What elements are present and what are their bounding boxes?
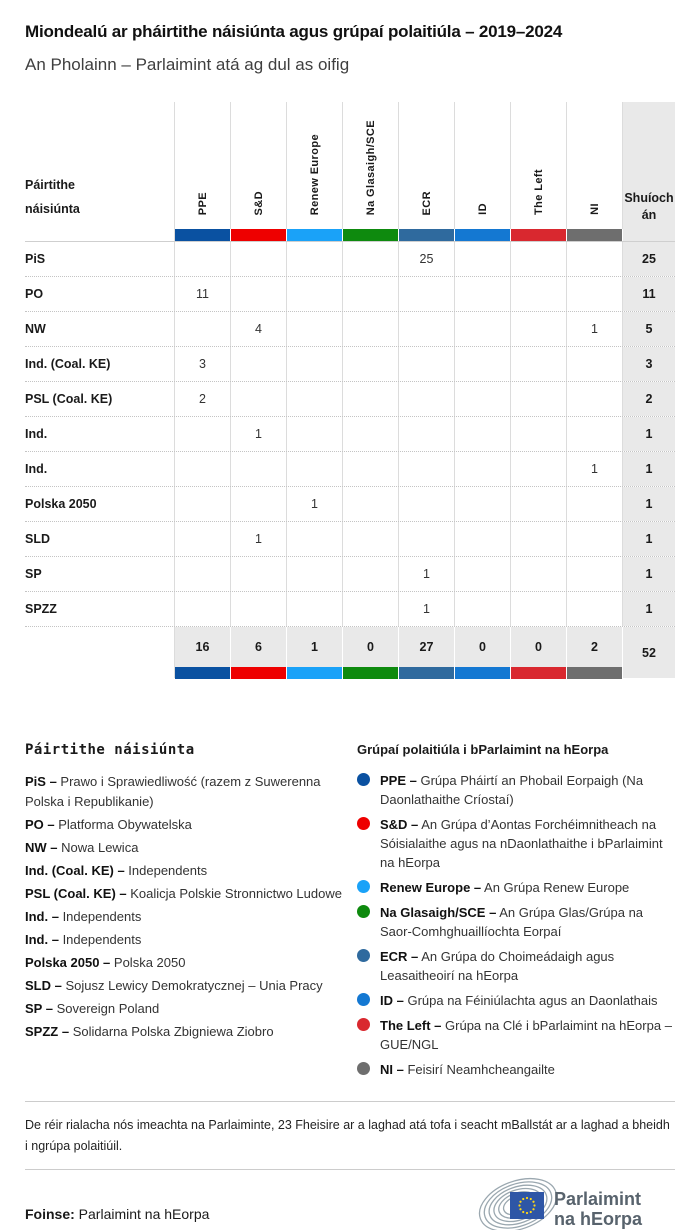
- seat-value-cell: [567, 347, 623, 381]
- group-abbr: The Left –: [380, 1018, 442, 1033]
- group-color-dot-icon: [357, 949, 370, 962]
- party-abbr: SLD –: [25, 978, 62, 993]
- seats-table: [25, 102, 675, 678]
- party-abbr: NW –: [25, 840, 58, 855]
- table-row: [25, 311, 675, 346]
- seat-value-cell: [231, 487, 287, 521]
- party-seats-total: 1: [623, 592, 675, 626]
- divider-bottom: [25, 1169, 675, 1170]
- political-group-legend-item: [357, 947, 675, 985]
- group-total-cell: 6: [231, 627, 287, 667]
- party-name: PO: [25, 277, 175, 311]
- party-abbr: SPZZ –: [25, 1024, 70, 1039]
- group-color-bar: [343, 667, 399, 679]
- seat-value-cell: [455, 522, 511, 556]
- column-header: [455, 102, 511, 229]
- seat-value-cell: [455, 487, 511, 521]
- group-total-cell: 0: [343, 627, 399, 667]
- seat-value-cell: [343, 312, 399, 346]
- political-group-legend-item: [357, 815, 675, 872]
- page-title: Miondealú ar pháirtithe náisiúnta agus grúpaí polaitiúla – 2019–2024: [25, 22, 563, 41]
- group-total-cell: 16: [175, 627, 231, 667]
- seat-value-cell: 3: [175, 347, 231, 381]
- political-group-legend-item: [357, 1016, 675, 1054]
- national-party-legend-item: PSL (Coal. KE) – Koalicja Polskie Stronnictwo Ludowe: [25, 886, 342, 901]
- party-abbr: PO –: [25, 817, 55, 832]
- seat-value-cell: [399, 382, 455, 416]
- party-name: SPZZ: [25, 592, 175, 626]
- seat-value-cell: 2: [175, 382, 231, 416]
- column-header: [399, 102, 455, 229]
- column-header-label: ID: [476, 203, 489, 215]
- divider-top: [25, 1101, 675, 1102]
- seat-value-cell: [567, 592, 623, 626]
- group-color-bar: [455, 229, 511, 241]
- political-group-legend-item: [357, 903, 675, 941]
- group-color-bar: [231, 667, 287, 679]
- political-group-legend-item: [357, 878, 675, 897]
- seat-value-cell: [511, 277, 567, 311]
- seat-value-cell: [399, 487, 455, 521]
- spacer-cell: [25, 627, 175, 678]
- group-abbr: ECR –: [380, 949, 419, 964]
- national-party-legend-item: Ind. – Independents: [25, 909, 142, 924]
- seat-value-cell: [455, 592, 511, 626]
- party-seats-total: 1: [623, 417, 675, 451]
- table-row: [25, 241, 675, 276]
- seat-value-cell: [511, 487, 567, 521]
- seat-value-cell: [399, 277, 455, 311]
- seat-value-cell: [175, 452, 231, 486]
- seat-value-cell: [231, 277, 287, 311]
- seat-value-cell: [399, 522, 455, 556]
- totals-values: [175, 627, 623, 667]
- party-abbr: Polska 2050 –: [25, 955, 111, 970]
- seat-value-cell: [455, 242, 511, 276]
- group-total-cell: 2: [567, 627, 623, 667]
- seat-value-cell: [175, 417, 231, 451]
- seat-value-cell: [511, 312, 567, 346]
- party-name: NW: [25, 312, 175, 346]
- group-color-bar-row: [25, 229, 675, 241]
- group-color-bar: [287, 229, 343, 241]
- seat-value-cell: 1: [287, 487, 343, 521]
- group-description: The Left – Grúpa na Clé i bParlaimint na hEorpa – GUE/NGL: [380, 1018, 672, 1052]
- party-seats-total: 25: [623, 242, 675, 276]
- party-seats-total: 1: [623, 557, 675, 591]
- group-color-bar: [175, 229, 231, 241]
- column-header-label: The Left: [532, 169, 545, 215]
- seat-value-cell: [399, 417, 455, 451]
- seat-value-cell: [511, 557, 567, 591]
- national-party-legend-item: NW – Nowa Lewica: [25, 840, 139, 855]
- seats-header: Shuíochán: [623, 102, 675, 229]
- political-groups-items: [357, 771, 675, 1079]
- column-header: [175, 102, 231, 229]
- party-seats-total: 11: [623, 277, 675, 311]
- column-header: [343, 102, 399, 229]
- seat-value-cell: [567, 487, 623, 521]
- group-abbr: Renew Europe –: [380, 880, 482, 895]
- source-line: [25, 1206, 209, 1230]
- table-row: [25, 416, 675, 451]
- seat-value-cell: [511, 417, 567, 451]
- group-abbr: Na Glasaigh/SCE –: [380, 905, 497, 920]
- group-color-bar: [343, 229, 399, 241]
- seat-value-cell: [287, 242, 343, 276]
- seat-value-cell: [287, 417, 343, 451]
- party-abbr: SP –: [25, 1001, 53, 1016]
- table-row: [25, 556, 675, 591]
- seat-value-cell: [287, 382, 343, 416]
- group-color-bar: [455, 667, 511, 679]
- party-name: SP: [25, 557, 175, 591]
- column-header-label: S&D: [252, 190, 265, 215]
- seat-value-cell: [343, 487, 399, 521]
- seat-value-cell: [455, 417, 511, 451]
- column-header-label: Na Glasaigh/SCE: [364, 119, 377, 215]
- table-row: [25, 381, 675, 416]
- political-groups-heading: Grúpaí polaitiúla i bParlaimint na hEorpa: [357, 742, 609, 757]
- national-party-legend-item: SP – Sovereign Poland: [25, 1001, 160, 1016]
- seat-value-cell: [455, 312, 511, 346]
- seat-value-cell: [287, 522, 343, 556]
- seat-value-cell: [175, 522, 231, 556]
- table-row: [25, 521, 675, 556]
- seat-value-cell: [231, 347, 287, 381]
- seat-value-cell: [343, 592, 399, 626]
- group-total-cell: 27: [399, 627, 455, 667]
- seat-value-cell: [511, 522, 567, 556]
- group-color-dot-icon: [357, 1018, 370, 1031]
- seat-value-cell: [175, 487, 231, 521]
- group-description: Renew Europe – An Grúpa Renew Europe: [380, 880, 630, 895]
- seat-value-cell: [287, 312, 343, 346]
- column-header-label: ECR: [420, 190, 433, 215]
- seat-value-cell: [511, 592, 567, 626]
- party-name: Ind. (Coal. KE): [25, 347, 175, 381]
- party-seats-total: 1: [623, 452, 675, 486]
- seat-value-cell: [399, 347, 455, 381]
- group-total-cell: 1: [287, 627, 343, 667]
- column-header: [567, 102, 623, 229]
- political-groups-legend: [357, 742, 675, 1085]
- seat-value-cell: 1: [399, 557, 455, 591]
- totals-middle: [175, 627, 623, 678]
- seat-value-cell: 1: [567, 312, 623, 346]
- seat-value-cell: [231, 452, 287, 486]
- seat-value-cell: 25: [399, 242, 455, 276]
- seat-value-cell: [343, 347, 399, 381]
- eu-flag-icon: [510, 1192, 544, 1219]
- group-description: S&D – An Grúpa d’Aontas Forchéimnitheach na Sóisialaithe agus na nDaonlathaithe i bParlaimint na hEorpa: [380, 817, 663, 870]
- column-header-label: Renew Europe: [308, 133, 321, 215]
- grand-total-cell: 52: [623, 627, 675, 678]
- group-abbr: NI –: [380, 1062, 404, 1077]
- seat-value-cell: [287, 557, 343, 591]
- seat-value-cell: [287, 452, 343, 486]
- seat-value-cell: [231, 592, 287, 626]
- logo-text-line1: Parlaimint: [554, 1189, 642, 1209]
- page-subtitle: An Pholainn – Parlaimint atá ag dul as oifig: [25, 55, 350, 74]
- group-color-dot-icon: [357, 1062, 370, 1075]
- group-color-bar: [399, 667, 455, 679]
- group-color-bar: [511, 667, 567, 679]
- seat-value-cell: [511, 347, 567, 381]
- political-group-legend-item: [357, 991, 675, 1010]
- party-seats-total: 1: [623, 522, 675, 556]
- group-abbr: PPE –: [380, 773, 417, 788]
- group-description: PPE – Grúpa Pháirtí an Phobail Eorpaigh (Na Daonlathaithe Críostaí): [380, 773, 644, 807]
- seat-value-cell: [343, 417, 399, 451]
- table-row: [25, 346, 675, 381]
- source-text: Parlaimint na hEorpa: [78, 1206, 210, 1222]
- seat-value-cell: [567, 417, 623, 451]
- seat-value-cell: [511, 382, 567, 416]
- group-description: ECR – An Grúpa do Choimeádaigh agus Leasaitheoirí na hEorpa: [380, 949, 615, 983]
- seat-value-cell: [287, 277, 343, 311]
- seat-value-cell: [455, 382, 511, 416]
- seat-value-cell: [511, 452, 567, 486]
- row-header-label: Páirtithe náisiúnta: [25, 102, 175, 229]
- party-seats-total: 2: [623, 382, 675, 416]
- party-seats-total: 3: [623, 347, 675, 381]
- group-description: ID – Grúpa na Féiniúlachta agus an Daonlathais: [380, 993, 658, 1008]
- seat-value-cell: 1: [231, 522, 287, 556]
- totals-color-bars: [175, 667, 623, 679]
- seat-value-cell: [231, 382, 287, 416]
- party-abbr: Ind. –: [25, 909, 59, 924]
- seat-value-cell: [175, 592, 231, 626]
- group-abbr: ID –: [380, 993, 404, 1008]
- seat-value-cell: [231, 242, 287, 276]
- table-row: [25, 276, 675, 311]
- table-header-row: [25, 102, 675, 229]
- seat-value-cell: [287, 592, 343, 626]
- seat-value-cell: [343, 557, 399, 591]
- group-color-bar: [511, 229, 567, 241]
- party-abbr: Ind. –: [25, 932, 59, 947]
- legends-section: [25, 742, 675, 1085]
- logo-text-line2: na hEorpa: [554, 1209, 643, 1229]
- column-header-label: NI: [588, 203, 601, 215]
- seat-value-cell: [343, 382, 399, 416]
- seat-value-cell: 11: [175, 277, 231, 311]
- national-party-legend-item: SPZZ – Solidarna Polska Zbigniewa Ziobro: [25, 1024, 274, 1039]
- table-row: [25, 486, 675, 521]
- totals-row: [25, 626, 675, 678]
- seat-value-cell: [175, 557, 231, 591]
- group-description: NI – Feisirí Neamhcheangailte: [380, 1062, 555, 1077]
- group-color-bar: [567, 667, 623, 679]
- column-header: [287, 102, 343, 229]
- seats-header-background: [623, 229, 675, 241]
- seat-value-cell: [175, 242, 231, 276]
- party-name: Ind.: [25, 452, 175, 486]
- column-header-label: PPE: [196, 191, 209, 215]
- european-parliament-logo: [470, 1178, 675, 1230]
- group-color-bar: [175, 667, 231, 679]
- party-name: PiS: [25, 242, 175, 276]
- party-name: Ind.: [25, 417, 175, 451]
- party-abbr: PSL (Coal. KE) –: [25, 886, 127, 901]
- group-abbr: S&D –: [380, 817, 419, 832]
- group-color-bar: [567, 229, 623, 241]
- party-abbr: PiS –: [25, 774, 57, 789]
- group-color-dot-icon: [357, 773, 370, 786]
- seat-value-cell: [567, 522, 623, 556]
- group-color-bar: [399, 229, 455, 241]
- national-parties-heading: Páirtithe náisiúnta: [25, 742, 195, 758]
- seat-value-cell: [343, 277, 399, 311]
- source-row: [25, 1178, 675, 1230]
- group-total-cell: 0: [455, 627, 511, 667]
- seat-value-cell: [231, 557, 287, 591]
- national-party-legend-item: Ind. (Coal. KE) – Independents: [25, 863, 208, 878]
- group-color-dot-icon: [357, 817, 370, 830]
- group-color-bar: [231, 229, 287, 241]
- seat-value-cell: [175, 312, 231, 346]
- table-row: [25, 451, 675, 486]
- party-abbr: Ind. (Coal. KE) –: [25, 863, 125, 878]
- group-total-cell: 0: [511, 627, 567, 667]
- party-seats-total: 5: [623, 312, 675, 346]
- seat-value-cell: [567, 557, 623, 591]
- source-label: Foinse:: [25, 1206, 75, 1222]
- seat-value-cell: 1: [399, 592, 455, 626]
- party-name: SLD: [25, 522, 175, 556]
- table-row: [25, 591, 675, 626]
- column-header: [231, 102, 287, 229]
- spacer-cell: [25, 229, 175, 241]
- seat-value-cell: 4: [231, 312, 287, 346]
- national-party-legend-item: Polska 2050 – Polska 2050: [25, 955, 186, 970]
- political-group-legend-item: [357, 1060, 675, 1079]
- seat-value-cell: [567, 382, 623, 416]
- seat-value-cell: [399, 452, 455, 486]
- seat-value-cell: [567, 242, 623, 276]
- seat-value-cell: 1: [567, 452, 623, 486]
- party-seats-total: 1: [623, 487, 675, 521]
- national-parties-items: [25, 772, 345, 1042]
- seat-value-cell: [343, 452, 399, 486]
- group-color-dot-icon: [357, 993, 370, 1006]
- national-party-legend-item: PO – Platforma Obywatelska: [25, 817, 192, 832]
- group-color-dot-icon: [357, 880, 370, 893]
- seat-value-cell: [287, 347, 343, 381]
- national-party-legend-item: PiS – Prawo i Sprawiedliwość (razem z Suwerenna Polska i Republikanie): [25, 774, 321, 809]
- group-color-dot-icon: [357, 905, 370, 918]
- party-name: Polska 2050: [25, 487, 175, 521]
- seat-value-cell: [455, 557, 511, 591]
- party-name: PSL (Coal. KE): [25, 382, 175, 416]
- political-group-legend-item: [357, 771, 675, 809]
- group-description: Na Glasaigh/SCE – An Grúpa Glas/Grúpa na Saor-Comhghuaillíochta Eorpaí: [380, 905, 644, 939]
- seat-value-cell: [343, 242, 399, 276]
- national-party-legend-item: Ind. – Independents: [25, 932, 142, 947]
- seat-value-cell: [399, 312, 455, 346]
- column-header: [511, 102, 567, 229]
- seat-value-cell: 1: [231, 417, 287, 451]
- seat-value-cell: [455, 452, 511, 486]
- group-color-bar: [287, 667, 343, 679]
- seat-value-cell: [455, 277, 511, 311]
- national-party-legend-item: SLD – Sojusz Lewicy Demokratycznej – Unia Pracy: [25, 978, 323, 993]
- national-parties-legend: [25, 742, 357, 1085]
- seat-value-cell: [343, 522, 399, 556]
- footnote: De réir rialacha nós imeachta na Parlaiminte, 23 Fheisire ar a laghad atá tofa i seacht mBallstát ar a laghad a bheidh i ngrúpa polaitiúil.: [25, 1118, 670, 1153]
- seat-value-cell: [455, 347, 511, 381]
- seat-value-cell: [511, 242, 567, 276]
- seat-value-cell: [567, 277, 623, 311]
